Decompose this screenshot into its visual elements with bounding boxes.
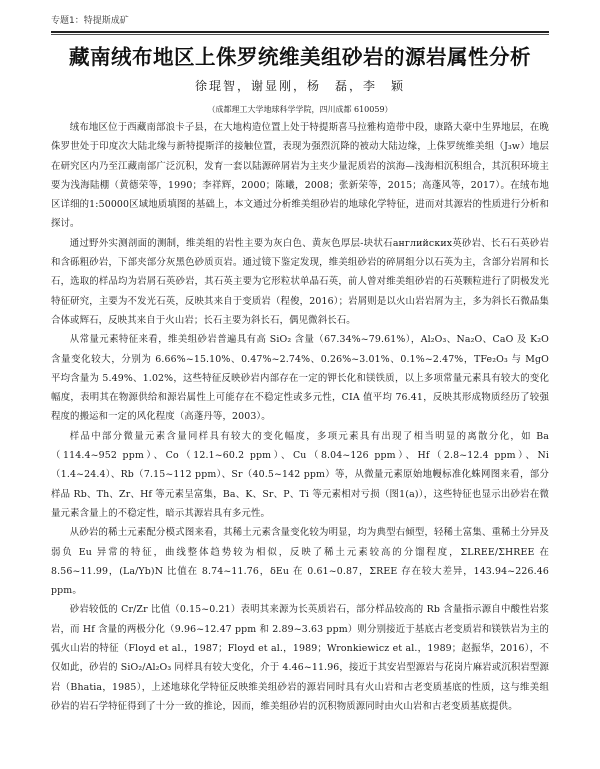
- paragraph-major-elements: 从常量元素特征来看，维美组砂岩普遍具有高 SiO₂ 含量（67.34%~79.61%），Al₂O₃、Na₂O、CaO 及 K₂O 含量变化较大，分别为 6.66%~15.10%、0.47%~2.74%、0.26%~3.01%、0.1%~2.47%，TFe₂O₃ 与 MgO 平均含量为 5.49%、1.02%，这些特征反映砂岩内部存在一定的钾长化和镁铁质，以上多项常量元素具有较大的变化幅度，表明其在物源供给和源岩属性上可能存在不稳定性或多元性，CIA 值平均 76.41，反映其形成物质经历了较强程度的搬运和一定的风化程度（高蓬丹等，2003）。: [51, 334, 549, 423]
- paragraph-petrology: 通过野外实测剖面的测制，维美组的岩性主要为灰白色、黄灰色厚层-块状石английских英砂岩、长石石英砂岩和含砾粗砂岩，下部夹部分灰黑色砂质页岩。通过镜下鉴定发现，维美组砂岩的碎屑组分以石英为主，含部分岩屑和长石，选取的样品均为岩屑石英砂岩，其石英主要为它形粒状单晶石英，前人曾对维美组砂岩的石英颗粒进行了阴极发光特征研究，主要为不发光石英，反映其来自于变质岩（程俊，2016）；岩屑则是以火山岩岩屑为主，多为斜长石微晶集合体或辉石，反映其来自于火山岩；长石主要为斜长石，偶见微斜长石。: [51, 237, 549, 326]
- header-rule: [51, 31, 549, 33]
- article-body: [51, 118, 549, 716]
- paragraph-intro: 绒布地区位于西藏南部浪卡子县，在大地构造位置上处于特提斯喜马拉雅构造带中段，康路大豪中生界地层，在晚侏罗世处于印度次大陆北缘与新特提斯洋的接触位置，表现为强烈沉降的被动大陆边缘，上侏罗统维美组（J₃w）地层在研究区内乃至江藏南部广泛沉积，发育一套以陆源碎屑岩为主夹少量泥质岩的滨海—浅海相沉积组合，其沉积环境主要为浅海陆棚（黄德荣等，1990；李祥辉，2000；陈曦，2008；张新荣等，2015；高蓬风等，2017）。在绒布地区详细的1:50000区域地质填图的基础上，本文通过分析维美组砂岩的地球化学特征，进而对其源岩的性质进行分析和探讨。: [51, 122, 549, 230]
- paragraph-trace-elements: 样品中部分微量元素含量同样具有较大的变化幅度，多项元素具有出现了相当明显的离散分化，如 Ba（114.4~952 ppm）、Co（12.1~60.2 ppm）、Cu（8.04~126 ppm）、Hf（2.8~12.4 ppm）、Ni（1.4~24.4）、Rb（7.15~112 ppm）、Sr（40.5~142 ppm）等，从微量元素原始地幔标准化蛛网图来看，部分样品 Rb、Th、Zr、Hf 等元素呈富集，Ba、K、Sr、P、Ti 等元素相对亏损（图1(a)），这些特征也显示出砂岩在微量元素含量上的不稳定性，暗示其源岩具有多元性。: [51, 430, 549, 519]
- header-rule-thin: [51, 34, 549, 35]
- article-affiliation: （成都理工大学地球科学学院，四川成都 610059）: [207, 105, 393, 114]
- paragraph-provenance: 砂岩较低的 Cr/Zr 比值（0.15~0.21）表明其来源为长英质岩石，部分样品较高的 Rb 含量指示源自中酸性岩浆岩，而 Hf 含量的两极分化（9.96~12.47 ppm 和 2.89~3.63 ppm）则分别接近于基底古老变质岩和镁铁岩为主的弧火山岩的特征（Floyd et al.，1987；Floyd et al.，1989；Wronkiewicz et al.，1989；赵振华，2016），不仅如此，砂岩的 SiO₂/Al₂O₃ 同样具有较大变化，介于 4.46~11.96，接近于其安岩型源岩与花岗片麻岩或沉积岩型源岩（Bhatia，1985），上述地球化学特征反映维美组砂岩的源岩同时具有火山岩和古老变质基底的性质，这与维美组砂岩的岩石学特征得到了十分一致的推论，因而，维美组砂岩的沉积物质源同时由火山岩和古老变质基底提供。: [51, 604, 549, 712]
- running-head: 专题1：特提斯成矿: [51, 16, 129, 26]
- paragraph-ree: 从砂岩的稀土元素配分模式图来看，其稀土元素含量变化较为明显，均为典型右倾型，轻稀土富集、重稀土分异及弱负 Eu 异常的特征，曲线整体趋势较为相似，反映了稀土元素较高的分馏程度，ΣLREE/ΣHREE 在 8.56~11.99，(La/Yb)N 比值在 8.74~11.76，δEu 在 0.61~0.87，ΣREE 存在较大差异，143.94~226.46 ppm。: [51, 527, 549, 597]
- article-title: 藏南绒布地区上侏罗统维美组砂岩的源岩属性分析: [69, 45, 531, 69]
- article-authors: 徐琨智，谢显刚，杨 磊，李 颖: [194, 79, 405, 93]
